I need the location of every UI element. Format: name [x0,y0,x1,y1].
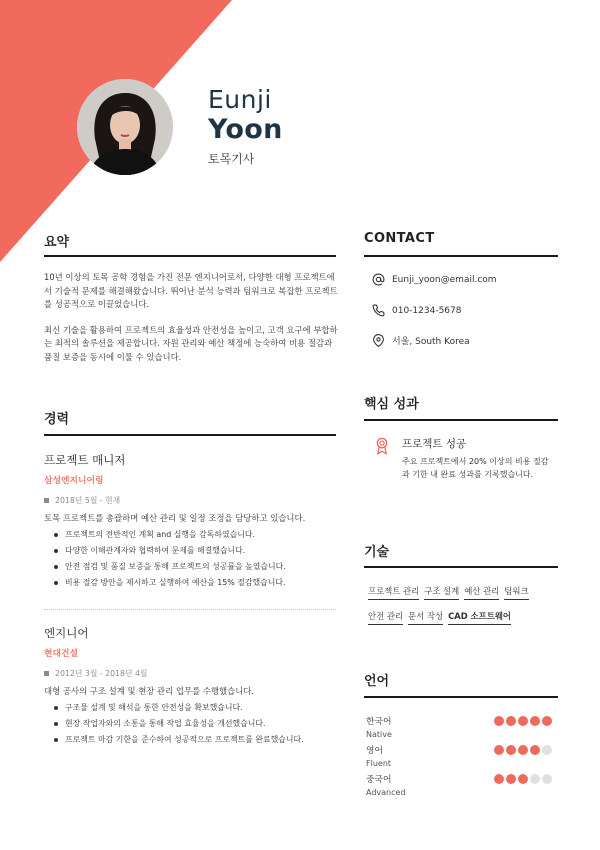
at-sign-icon [372,273,385,286]
job-separator [44,609,336,610]
skill-tag: 프로젝트 관리 [368,585,419,600]
rating-dot-filled [530,716,540,726]
languages-divider [364,696,558,698]
summary-paragraph: 최신 기술을 활용하여 프로젝트의 효율성과 안전성을 높이고, 고객 요구에 부합하는 최적의 솔루션을 제공합니다. 자원 관리와 예산 책정에 능숙하여 비용 절감과 품질 보증을 동시에 이룰 수 있습니다. [44,324,338,362]
skill-tag: CAD 소프트웨어 [448,610,511,625]
location-text: 서울, South Korea [392,337,470,347]
phone-icon [372,304,385,317]
job-title: 프로젝트 매니저 [44,453,126,467]
summary-paragraph: 10년 이상의 토목 공학 경험을 가진 전문 엔지니어로서, 다양한 대형 프로젝트에서 기술적 문제를 해결해왔습니다. 뛰어난 분석 능력과 팀워크로 복잡한 프로젝트를 성공적으로 이끌었습니다. [44,272,338,309]
list-item: 프로젝트 마감 기한을 준수하여 성공적으로 프로젝트를 완료했습니다. [44,732,338,748]
job-entry [44,625,338,748]
skills-heading: 기술 [364,545,390,560]
job-dates-text: 2018년 5월 - 현재 [55,496,121,505]
list-item: 안전 점검 및 품질 보증을 통해 프로젝트의 성공률을 높였습니다. [44,559,338,575]
contact-location [372,334,470,347]
skill-tag: 구조 설계 [424,585,459,600]
award-ribbon-icon [375,437,389,455]
rating-dot-filled [494,774,504,784]
rating-dot-filled [494,745,504,755]
contact-phone[interactable] [372,304,461,317]
job-dates-text: 2012년 3월 - 2018년 4월 [55,669,148,678]
rating-dot-empty [530,774,540,784]
rating-dot-filled [506,774,516,784]
contact-divider [364,255,558,257]
rating-dot-empty [542,774,552,784]
summary-text [44,271,338,364]
job-description: 대형 공사의 구조 설계 및 현장 관리 업무를 수행했습니다. [44,686,255,696]
language-level: Fluent [366,759,392,768]
language-rating [492,716,552,726]
rating-dot-filled [518,716,528,726]
list-item: 구조물 설계 및 해석을 통한 안전성을 확보했습니다. [44,700,338,716]
list-item: 현장 작업자와의 소통을 통해 작업 효율성을 개선했습니다. [44,716,338,732]
achievements-divider [364,419,558,421]
language-name: 중국어 [366,775,392,785]
language-item [366,743,556,768]
rating-dot-empty [542,745,552,755]
skills-divider [364,566,558,568]
experience-divider [44,434,336,436]
email-text: Eunji_yoon@email.com [392,274,497,285]
rating-dot-filled [518,745,528,755]
rating-dot-filled [506,716,516,726]
job-bullets [44,527,338,591]
skill-tag: 안전 관리 [368,610,403,625]
language-item [366,772,556,797]
skills-list [368,585,558,635]
summary-divider [44,255,336,257]
skill-tag: 예산 관리 [464,585,499,600]
languages-heading: 언어 [364,674,390,689]
job-company: 현대건설 [44,649,78,659]
job-bullets [44,700,338,748]
date-marker-icon [44,671,49,676]
language-name: 영어 [366,746,383,756]
last-name: Yoon [208,114,283,145]
phone-text: 010-1234-5678 [392,305,462,316]
list-item: 다양한 이해관계자와 협력하여 문제를 해결했습니다. [44,543,338,559]
job-entry [44,452,338,591]
experience-heading: 경력 [44,412,70,427]
achievements-heading: 핵심 성과 [364,397,419,412]
contact-email[interactable] [372,273,497,286]
language-level: Advanced [366,788,406,797]
achievement-title: 프로젝트 성공 [402,438,467,450]
job-dates [44,495,338,506]
avatar [77,79,173,175]
job-company: 삼성엔지니어링 [44,476,104,486]
language-rating [492,774,552,784]
rating-dot-filled [542,716,552,726]
skill-tag: 팀워크 [504,585,528,600]
language-item [366,714,556,739]
first-name: Eunji [208,85,272,114]
map-pin-icon [372,334,385,347]
language-rating [492,745,552,755]
list-item: 비용 절감 방안을 제시하고 실행하여 예산을 15% 절감했습니다. [44,575,338,591]
name-block [208,86,283,146]
job-role: 토목기사 [208,152,255,166]
summary-heading: 요약 [44,235,70,250]
date-marker-icon [44,498,49,503]
language-name: 한국어 [366,717,392,727]
job-description: 토목 프로젝트를 총괄하며 예산 관리 및 일정 조정을 담당하고 있습니다. [44,513,306,523]
contact-heading: CONTACT [364,231,435,246]
rating-dot-filled [494,716,504,726]
list-item: 프로젝트의 전반적인 계획 and 실행을 감독하였습니다. [44,527,338,543]
job-title: 엔지니어 [44,626,89,640]
rating-dot-filled [518,774,528,784]
rating-dot-filled [530,745,540,755]
skill-tag: 문서 작성 [408,610,443,625]
rating-dot-filled [506,745,516,755]
language-level: Native [366,730,392,739]
achievement-description: 주요 프로젝트에서 20% 이상의 비용 절감과 기한 내 완료 성과를 기록했습니다. [402,457,549,479]
job-dates [44,668,338,679]
